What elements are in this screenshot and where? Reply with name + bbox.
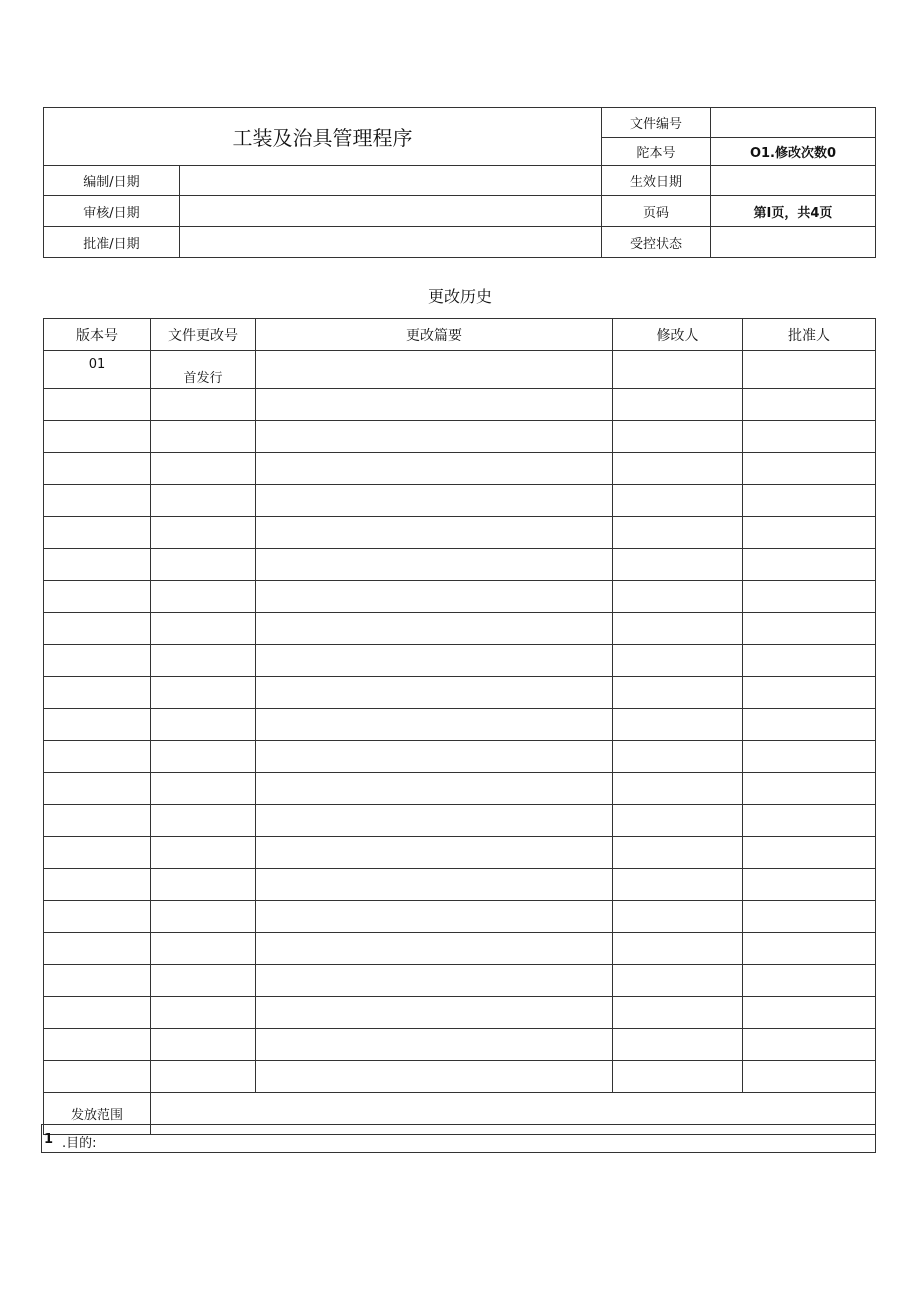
history-cell-summary <box>256 965 613 997</box>
history-cell-change-no <box>151 1029 256 1061</box>
history-cell-version <box>44 773 151 805</box>
history-cell-change-no <box>151 709 256 741</box>
history-row <box>44 613 876 645</box>
history-cell-change-no <box>151 965 256 997</box>
column-header-version: 版本号 <box>44 319 151 351</box>
history-cell-modifier <box>613 613 743 645</box>
history-cell-change-no <box>151 837 256 869</box>
column-header-change-no: 文件更改号 <box>151 319 256 351</box>
doc-no-label: 文件编号 <box>602 108 711 138</box>
history-cell-approver <box>743 869 876 901</box>
history-cell-summary <box>256 645 613 677</box>
history-row <box>44 805 876 837</box>
approved-value <box>180 227 602 258</box>
history-cell-version <box>44 485 151 517</box>
history-cell-approver <box>743 709 876 741</box>
history-cell-approver <box>743 997 876 1029</box>
document-title-cell <box>44 108 602 166</box>
history-cell-approver <box>743 837 876 869</box>
history-cell-version <box>44 549 151 581</box>
history-cell-approver <box>743 549 876 581</box>
history-cell-approver <box>743 389 876 421</box>
history-cell-change-no <box>151 389 256 421</box>
history-cell-modifier <box>613 997 743 1029</box>
history-cell-version <box>44 613 151 645</box>
history-row <box>44 549 876 581</box>
effective-date-label: 生效日期 <box>602 166 711 196</box>
history-cell-modifier <box>613 517 743 549</box>
history-cell-version <box>44 453 151 485</box>
history-row <box>44 837 876 869</box>
history-cell-approver <box>743 613 876 645</box>
history-cell-change-no <box>151 485 256 517</box>
column-header-summary: 更改篇要 <box>256 319 613 351</box>
control-status-value <box>711 227 876 258</box>
history-cell-version <box>44 997 151 1029</box>
history-cell-summary <box>256 1061 613 1093</box>
history-cell-approver <box>743 965 876 997</box>
history-row <box>44 453 876 485</box>
history-cell-version <box>44 389 151 421</box>
history-cell-summary <box>256 933 613 965</box>
header-table <box>43 107 876 258</box>
history-row <box>44 581 876 613</box>
history-header-row <box>44 319 876 351</box>
history-cell-modifier <box>613 1029 743 1061</box>
history-cell-change-no <box>151 613 256 645</box>
history-row <box>44 709 876 741</box>
compiled-value <box>180 166 602 196</box>
history-cell-change-no <box>151 741 256 773</box>
effective-date-value <box>711 166 876 196</box>
history-cell-change-no <box>151 517 256 549</box>
history-cell-summary <box>256 869 613 901</box>
history-cell-summary <box>256 709 613 741</box>
history-cell-summary <box>256 421 613 453</box>
history-cell-approver <box>743 1061 876 1093</box>
history-row <box>44 351 876 389</box>
history-cell-approver <box>743 677 876 709</box>
history-cell-summary <box>256 773 613 805</box>
history-cell-version <box>44 901 151 933</box>
purpose-section <box>41 1124 876 1153</box>
history-cell-change-no <box>151 933 256 965</box>
history-cell-summary <box>256 677 613 709</box>
doc-no-value <box>711 108 876 138</box>
history-cell-change-no <box>151 1061 256 1093</box>
history-title: 更改历史 <box>427 287 492 306</box>
history-row <box>44 741 876 773</box>
history-row <box>44 997 876 1029</box>
history-cell-modifier <box>613 869 743 901</box>
history-cell-version <box>44 1029 151 1061</box>
compiled-label: 编制/日期 <box>44 166 180 196</box>
release-scope-label: 发放范围 <box>44 1093 151 1135</box>
document-title: 工装及治具管理程序 <box>232 126 413 150</box>
history-table <box>43 318 876 1135</box>
history-cell-summary <box>256 581 613 613</box>
history-cell-modifier <box>613 645 743 677</box>
history-cell-approver <box>743 453 876 485</box>
history-row <box>44 645 876 677</box>
history-cell-approver <box>743 645 876 677</box>
history-cell-modifier <box>613 773 743 805</box>
history-cell-approver <box>743 741 876 773</box>
history-cell-approver <box>743 421 876 453</box>
history-cell-version <box>44 517 151 549</box>
history-cell-modifier <box>613 453 743 485</box>
history-row <box>44 389 876 421</box>
history-cell-version <box>44 645 151 677</box>
history-row <box>44 677 876 709</box>
history-cell-version <box>44 709 151 741</box>
history-cell-change-no <box>151 645 256 677</box>
history-cell-summary <box>256 549 613 581</box>
history-cell-summary <box>256 901 613 933</box>
history-cell-approver <box>743 933 876 965</box>
history-cell-summary <box>256 485 613 517</box>
history-cell-change-no <box>151 677 256 709</box>
history-cell-modifier <box>613 677 743 709</box>
history-cell-modifier <box>613 741 743 773</box>
history-cell-approver <box>743 351 876 389</box>
column-header-approver: 批准人 <box>743 319 876 351</box>
history-cell-version <box>44 677 151 709</box>
history-cell-version: 01 <box>44 351 151 389</box>
history-cell-modifier <box>613 1061 743 1093</box>
history-cell-version <box>44 965 151 997</box>
history-cell-approver <box>743 581 876 613</box>
history-cell-modifier <box>613 421 743 453</box>
history-row <box>44 485 876 517</box>
history-cell-version <box>44 581 151 613</box>
history-row <box>44 517 876 549</box>
page-value: 第I页，共4页 <box>711 196 876 227</box>
history-row <box>44 421 876 453</box>
page-label: 页码 <box>602 196 711 227</box>
history-cell-approver <box>743 517 876 549</box>
history-cell-summary <box>256 613 613 645</box>
history-cell-approver <box>743 805 876 837</box>
history-cell-modifier <box>613 389 743 421</box>
history-cell-change-no <box>151 869 256 901</box>
history-cell-modifier <box>613 837 743 869</box>
history-cell-change-no <box>151 453 256 485</box>
history-cell-approver <box>743 773 876 805</box>
history-cell-summary <box>256 351 613 389</box>
history-cell-modifier <box>613 351 743 389</box>
history-cell-change-no <box>151 997 256 1029</box>
history-cell-version <box>44 805 151 837</box>
history-cell-change-no: 首发行 <box>151 351 256 389</box>
history-cell-version <box>44 869 151 901</box>
history-cell-change-no <box>151 901 256 933</box>
history-row <box>44 869 876 901</box>
history-row <box>44 901 876 933</box>
history-cell-modifier <box>613 805 743 837</box>
history-cell-approver <box>743 1029 876 1061</box>
section-heading: .目的: <box>62 1136 97 1151</box>
history-cell-modifier <box>613 485 743 517</box>
control-status-label: 受控状态 <box>602 227 711 258</box>
version-value: O1.修改次数0 <box>711 138 876 166</box>
history-cell-summary <box>256 997 613 1029</box>
history-cell-summary <box>256 805 613 837</box>
history-row <box>44 965 876 997</box>
history-cell-modifier <box>613 581 743 613</box>
history-cell-change-no <box>151 805 256 837</box>
reviewed-label: 审核/日期 <box>44 196 180 227</box>
history-cell-modifier <box>613 965 743 997</box>
history-cell-version <box>44 837 151 869</box>
history-cell-summary <box>256 837 613 869</box>
history-cell-summary <box>256 453 613 485</box>
version-label: 陀本号 <box>602 138 711 166</box>
history-cell-version <box>44 741 151 773</box>
history-cell-modifier <box>613 933 743 965</box>
history-row <box>44 933 876 965</box>
history-cell-summary <box>256 389 613 421</box>
history-row <box>44 773 876 805</box>
history-row <box>44 1061 876 1093</box>
history-cell-change-no <box>151 549 256 581</box>
section-number: 1 <box>44 1132 54 1147</box>
history-row <box>44 1029 876 1061</box>
history-cell-modifier <box>613 709 743 741</box>
history-cell-version <box>44 1061 151 1093</box>
history-cell-summary <box>256 1029 613 1061</box>
history-cell-modifier <box>613 901 743 933</box>
history-cell-change-no <box>151 773 256 805</box>
history-cell-version <box>44 933 151 965</box>
history-cell-summary <box>256 741 613 773</box>
history-cell-change-no <box>151 421 256 453</box>
history-cell-change-no <box>151 581 256 613</box>
history-cell-summary <box>256 517 613 549</box>
history-cell-approver <box>743 901 876 933</box>
history-cell-approver <box>743 485 876 517</box>
history-cell-version <box>44 421 151 453</box>
reviewed-value <box>180 196 602 227</box>
approved-label: 批准/日期 <box>44 227 180 258</box>
column-header-modifier: 修改人 <box>613 319 743 351</box>
history-cell-modifier <box>613 549 743 581</box>
